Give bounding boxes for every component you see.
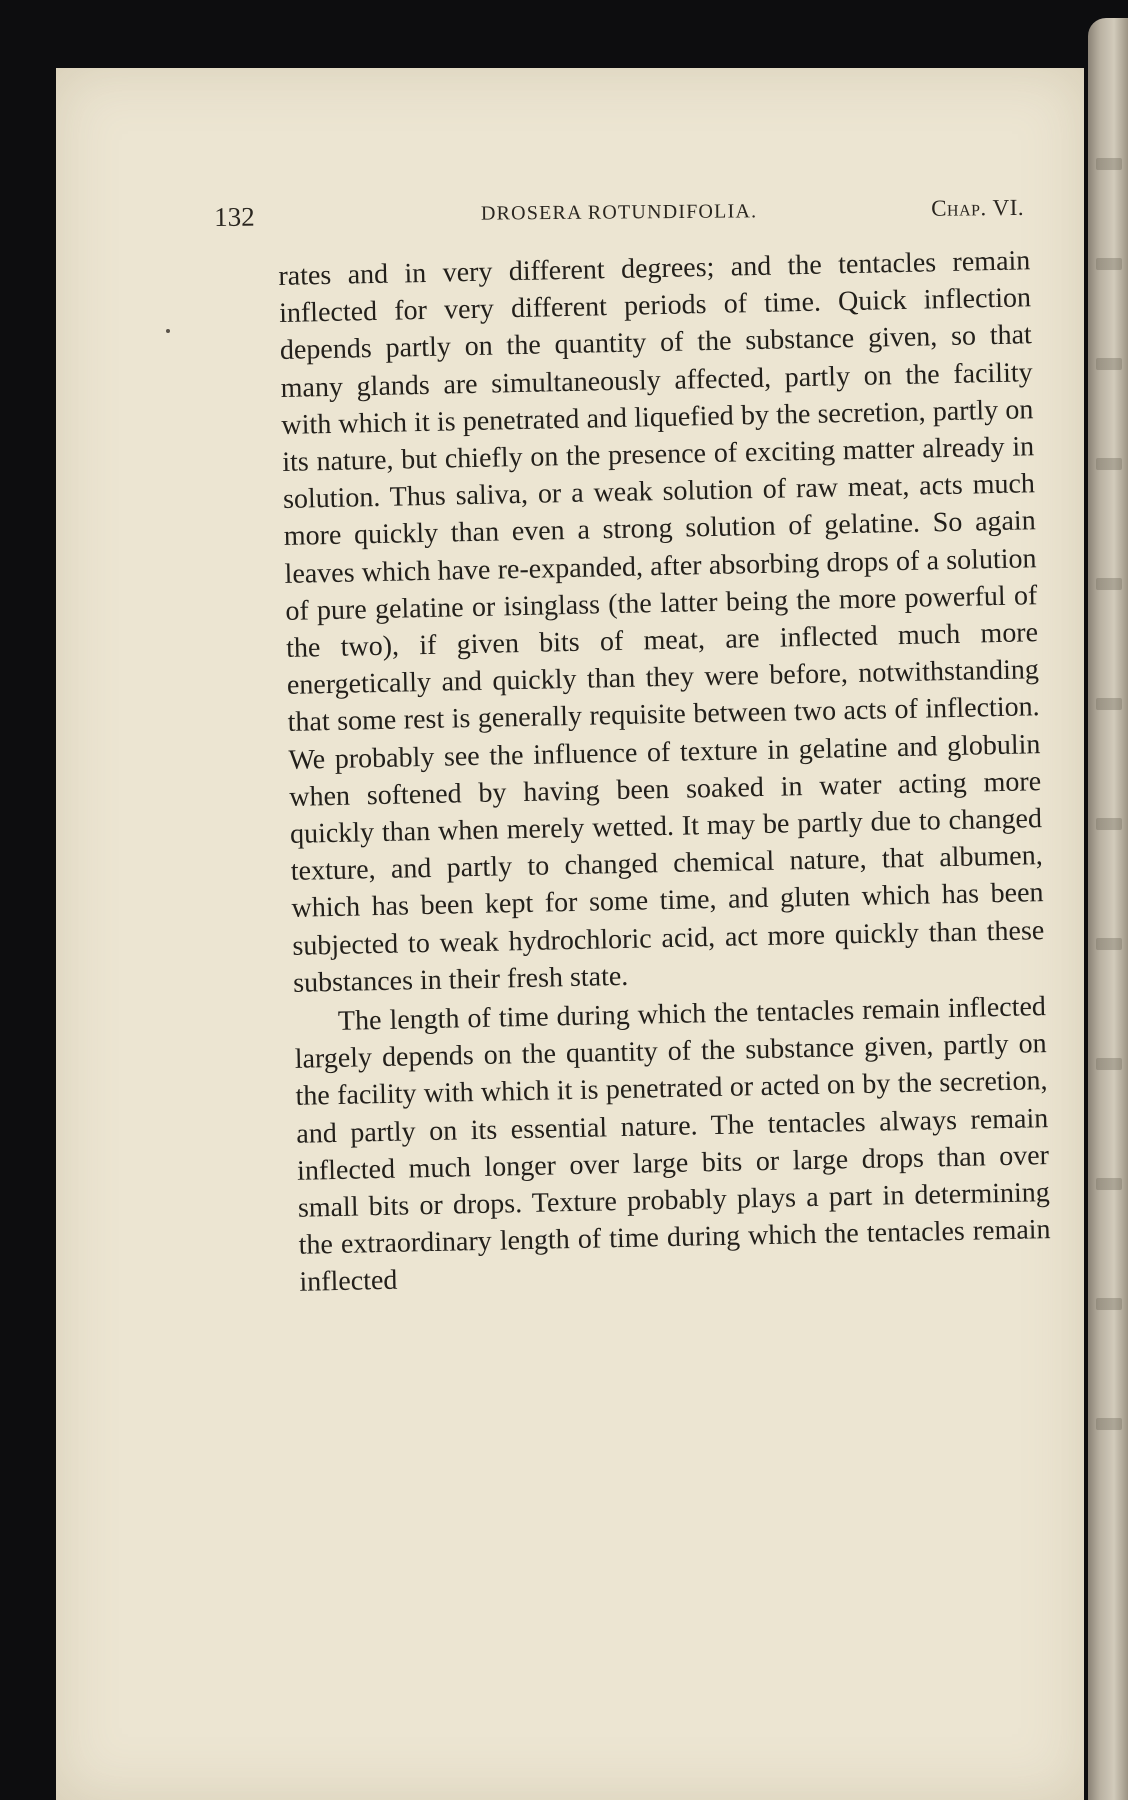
paragraph: rates and in very different degrees; and the tentacles remain inflected for very different periods of time. Quick inflection depends partly on the quantity of the substance given, so that many glands are simultaneously affected, partly on the facility with which it is penetrated and liquefied by the secretion, partly on its nature, but chiefly on the presence of exciting matter already in solution. Thus saliva, or a weak solution of raw meat, acts much more quickly than even a strong solution of gelatine. So again leaves which have re-expanded, after absorbing drops of a solution of pure gelatine or isinglass (the latter being the more powerful of the two), if given bits of meat, are inflected much more energetically and quickly than they were before, notwithstanding that some rest is generally requisite between two acts of inflection. We probably see the influence of texture in gelatine and globulin when softened by having been soaked in water acting more quickly than when merely wetted. It may be partly due to changed texture, and partly to changed chemical nature, that albumen, which has been kept for some time, and gluten which has been subjected to weak hydrochloric acid, act more quickly than these substances in their fresh state. xyxy=(278,245,1045,999)
bleed-through-mark xyxy=(1096,938,1122,950)
page-number: 132 xyxy=(214,201,255,232)
bleed-through-mark xyxy=(1096,1418,1122,1430)
bleed-through-mark xyxy=(1096,698,1122,710)
bleed-through-mark xyxy=(1096,458,1122,470)
paragraph: The length of time during which the tentacles remain inflected largely depends on the quantity of the substance given, partly on the facility with which it is penetrated or acted on by the secretion, and partly on its essential nature. The tentacles always remain inflected much longer over large bits or large drops than over small bits or drops. Texture probably plays a part in determining the extraordinary length of time during which the tentacles remain inflected xyxy=(294,991,1051,1299)
bleed-through-mark xyxy=(1096,1298,1122,1310)
running-title: DROSERA ROTUNDIFOLIA. xyxy=(480,200,758,225)
bleed-through-mark xyxy=(1096,1178,1122,1190)
bleed-through-mark xyxy=(1096,578,1122,590)
bleed-through-mark xyxy=(1096,358,1122,370)
bleed-through-mark xyxy=(1096,818,1122,830)
bleed-through-mark xyxy=(1096,258,1122,270)
running-header xyxy=(214,195,1024,242)
bleed-through-mark xyxy=(1096,158,1122,170)
paper-speck xyxy=(166,329,170,333)
adjacent-page-edge xyxy=(1088,18,1128,1800)
bleed-through-mark xyxy=(1096,1058,1122,1070)
body-text xyxy=(278,242,1052,1303)
chapter-label: Chap. VI. xyxy=(931,194,1025,221)
